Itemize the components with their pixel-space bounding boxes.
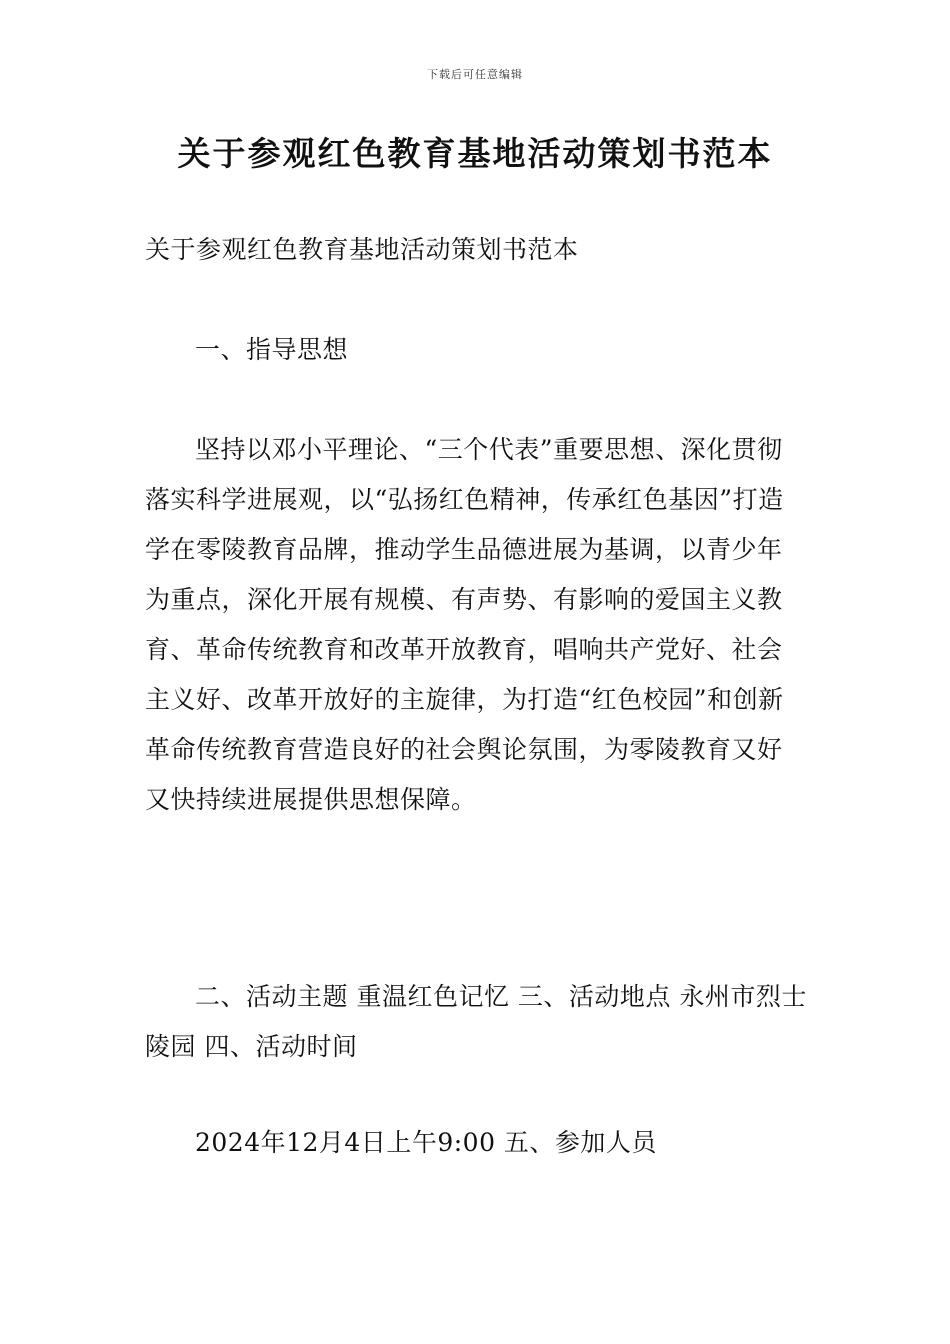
document-subtitle: 关于参观红色教育基地活动策划书范本	[145, 235, 579, 264]
section-heading-guiding-ideology: 一、指导思想	[195, 335, 349, 364]
header-note: 下载后可任意编辑	[427, 68, 523, 81]
activity-time-paragraph: 2024年12月4日上午9:00 五、参加人员	[195, 1128, 657, 1157]
activity-details-paragraph: 二、活动主题 重温红色记忆 三、活动地点 永州市烈士陵园 四、活动时间	[145, 982, 807, 1061]
guiding-ideology-paragraph: 坚持以邓小平理论、“三个代表”重要思想、深化贯彻落实科学进展观，以“弘扬红色精神，传承红色基因”打造学在零陵教育品牌，推动学生品德进展为基调，以青少年为重点，深化开展有规模、有声势、有影响的爱国主义教育、革命传统教育和改革开放教育，唱响共产党好、社会主义好、改革开放好的主旋律，为打造“红色校园”和创新革命传统教育营造良好的社会舆论氛围，为零陵教育又好又快持续进展提供思想保障。	[145, 435, 784, 814]
document-title: 关于参观红色教育基地活动策划书范本	[177, 134, 773, 173]
